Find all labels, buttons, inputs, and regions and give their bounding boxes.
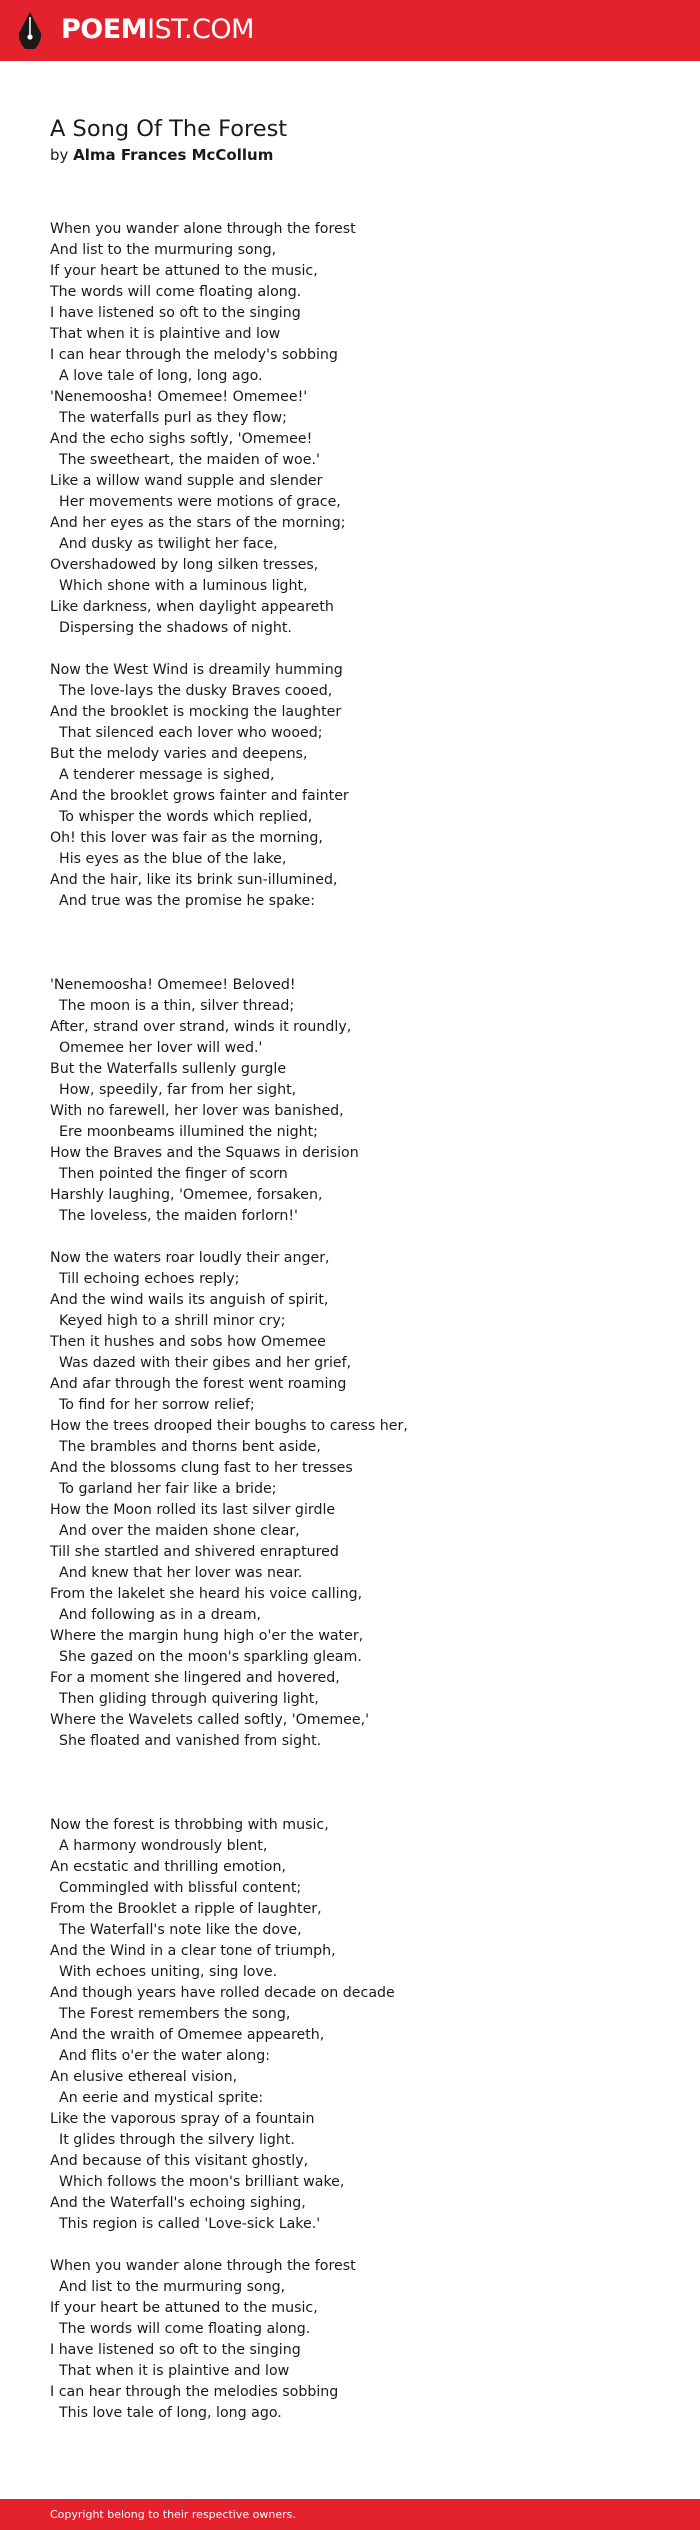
poem-line: Now the West Wind is dreamily humming	[50, 662, 343, 678]
poem-line: Omemee her lover will wed.'	[50, 1040, 263, 1056]
poem-heading	[50, 115, 670, 166]
poem-line: The brambles and thorns bent aside,	[50, 1439, 321, 1455]
poem-line: An elusive ethereal vision,	[50, 2069, 238, 2085]
poem-line: I have listened so oft to the singing	[50, 305, 301, 321]
poem-line: She floated and vanished from sight.	[50, 1733, 322, 1749]
poem-line	[50, 1752, 670, 1773]
poem-line: To find for her sorrow relief;	[50, 1397, 255, 1413]
poem-line: And dusky as twilight her face,	[50, 536, 278, 552]
poem-line: Till echoing echoes reply;	[50, 1271, 240, 1287]
poem-line: An ecstatic and thrilling emotion,	[50, 1859, 286, 1875]
poem-line: How the Braves and the Squaws in derision	[50, 1145, 359, 1161]
poem-line	[50, 912, 670, 933]
copyright-notice: Copyright belong to their respective owners.	[50, 2508, 296, 2521]
poem-line: And afar through the forest went roaming	[50, 1376, 347, 1392]
poem-line: And the wraith of Omemee appeareth,	[50, 2027, 325, 2043]
poem-line: A tenderer message is sighed,	[50, 767, 275, 783]
poem-line: The words will come floating along.	[50, 2321, 311, 2337]
poem-line: The love-lays the dusky Braves cooed,	[50, 683, 333, 699]
poem-line	[50, 1794, 670, 1815]
poem-line: That when it is plaintive and low	[50, 326, 281, 342]
poem-line: From the Brooklet a ripple of laughter,	[50, 1901, 322, 1917]
poem-byline	[50, 144, 670, 166]
poem-line: If your heart be attuned to the music,	[50, 2300, 318, 2316]
poem-line: And though years have rolled decade on decade	[50, 1985, 395, 2001]
poem-line: Harshly laughing, 'Omemee, forsaken,	[50, 1187, 323, 1203]
poem-line: With echoes uniting, sing love.	[50, 1964, 278, 1980]
poem-line: For a moment she lingered and hovered,	[50, 1670, 340, 1686]
poem-line	[50, 639, 670, 660]
poem-line: And the Waterfall's echoing sighing,	[50, 2195, 306, 2211]
poem-line: That silenced each lover who wooed;	[50, 725, 323, 741]
poem-body	[50, 219, 670, 2424]
poem-line: And over the maiden shone clear,	[50, 1523, 300, 1539]
poem-line: Dispersing the shadows of night.	[50, 620, 292, 636]
poem-line: And the Wind in a clear tone of triumph,	[50, 1943, 336, 1959]
poem-line	[50, 933, 670, 954]
poem-line: From the lakelet she heard his voice calling,	[50, 1586, 363, 1602]
poem-line: How the trees drooped their boughs to caress her,	[50, 1418, 408, 1434]
poem-line: Then gliding through quivering light,	[50, 1691, 319, 1707]
poem-line: And knew that her lover was near.	[50, 1565, 303, 1581]
poem-line: If your heart be attuned to the music,	[50, 263, 318, 279]
site-logo[interactable]	[61, 13, 254, 47]
poem-line: And the hair, like its brink sun-illumined,	[50, 872, 338, 888]
poem-line: And list to the murmuring song,	[50, 2279, 286, 2295]
poem-line: It glides through the silvery light.	[50, 2132, 295, 2148]
poem-line: Keyed high to a shrill minor cry;	[50, 1313, 286, 1329]
poem-line: Which shone with a luminous light,	[50, 578, 308, 594]
poem-line: And the blossoms clung fast to her tresses	[50, 1460, 353, 1476]
poem-line: When you wander alone through the forest	[50, 221, 356, 237]
poem-line: How the Moon rolled its last silver girdle	[50, 1502, 336, 1518]
poem-line: Which follows the moon's brilliant wake,	[50, 2174, 345, 2190]
poem-title: A Song Of The Forest	[50, 116, 288, 142]
poem-line: The waterfalls purl as they flow;	[50, 410, 287, 426]
poem-line: Now the forest is throbbing with music,	[50, 1817, 329, 1833]
poem-line: Then it hushes and sobs how Omemee	[50, 1334, 326, 1350]
poem-line: But the Waterfalls sullenly gurgle	[50, 1061, 287, 1077]
poem-line	[50, 2235, 670, 2256]
poem-line: And the brooklet is mocking the laughter	[50, 704, 342, 720]
poem-line: I have listened so oft to the singing	[50, 2342, 301, 2358]
poem-line: 'Nenemoosha! Omemee! Beloved!	[50, 977, 296, 993]
poem-line: I can hear through the melodies sobbing	[50, 2384, 339, 2400]
poem-line: A love tale of long, long ago.	[50, 368, 263, 384]
poem-line: Like darkness, when daylight appeareth	[50, 599, 334, 615]
poem-line: An eerie and mystical sprite:	[50, 2090, 264, 2106]
poem-line: To garland her fair like a bride;	[50, 1481, 277, 1497]
poem-line: The Waterfall's note like the dove,	[50, 1922, 302, 1938]
logo-brand-thin: IST.COM	[147, 14, 254, 45]
poem-line: And because of this visitant ghostly,	[50, 2153, 309, 2169]
poem-line: I can hear through the melody's sobbing	[50, 347, 338, 363]
poem-line: Commingled with blissful content;	[50, 1880, 302, 1896]
poem-line: How, speedily, far from her sight,	[50, 1082, 297, 1098]
logo-brand-bold: POEM	[61, 14, 148, 45]
poem-line: Then pointed the finger of scorn	[50, 1166, 288, 1182]
poem-line: Like the vaporous spray of a fountain	[50, 2111, 315, 2127]
poem-line: The loveless, the maiden forlorn!'	[50, 1208, 298, 1224]
poem-line: Oh! this lover was fair as the morning,	[50, 830, 323, 846]
site-footer	[0, 2499, 700, 2530]
poem-line: Her movements were motions of grace,	[50, 494, 341, 510]
poem-line: To whisper the words which replied,	[50, 809, 313, 825]
poem-line: Till she startled and shivered enraptured	[50, 1544, 339, 1560]
poem-line: And her eyes as the stars of the morning;	[50, 515, 346, 531]
poem-line: When you wander alone through the forest	[50, 2258, 356, 2274]
poem-line: Was dazed with their gibes and her grief,	[50, 1355, 352, 1371]
poem-line	[50, 1227, 670, 1248]
poem-line: The Forest remembers the song,	[50, 2006, 291, 2022]
poem-line: The moon is a thin, silver thread;	[50, 998, 295, 1014]
poem-line: And the echo sighs softly, 'Omemee!	[50, 431, 313, 447]
poem-line: But the melody varies and deepens,	[50, 746, 308, 762]
poem-line: This love tale of long, long ago.	[50, 2405, 282, 2421]
poem-line: The sweetheart, the maiden of woe.'	[50, 452, 320, 468]
site-header	[0, 0, 700, 61]
poem-line: And true was the promise he spake:	[50, 893, 315, 909]
poem-line: His eyes as the blue of the lake,	[50, 851, 287, 867]
poem-line: This region is called 'Love-sick Lake.'	[50, 2216, 321, 2232]
poem-line	[50, 954, 670, 975]
poem-line: Where the Wavelets called softly, 'Omemee,'	[50, 1712, 370, 1728]
poem-line: Now the waters roar loudly their anger,	[50, 1250, 330, 1266]
pen-nib-icon[interactable]	[17, 11, 43, 51]
poem-line: The words will come floating along.	[50, 284, 302, 300]
poem-line	[50, 1773, 670, 1794]
poem-line: Ere moonbeams illumined the night;	[50, 1124, 318, 1140]
poem-line: And list to the murmuring song,	[50, 242, 277, 258]
poem-line: With no farewell, her lover was banished,	[50, 1103, 344, 1119]
poem-line: And the wind wails its anguish of spirit,	[50, 1292, 329, 1308]
poem-line: She gazed on the moon's sparkling gleam.	[50, 1649, 362, 1665]
poem-line: And flits o'er the water along:	[50, 2048, 271, 2064]
poem-line: Overshadowed by long silken tresses,	[50, 557, 319, 573]
poem-line: A harmony wondrously blent,	[50, 1838, 268, 1854]
poem-line: Like a willow wand supple and slender	[50, 473, 323, 489]
poem-line: And the brooklet grows fainter and fainter	[50, 788, 349, 804]
poem-line: That when it is plaintive and low	[50, 2363, 290, 2379]
poem-line: After, strand over strand, winds it roundly,	[50, 1019, 352, 1035]
poem-line: Where the margin hung high o'er the water,	[50, 1628, 364, 1644]
byline-prefix: by	[50, 146, 74, 164]
author-link[interactable]: Alma Frances McCollum	[73, 146, 274, 164]
poem-line: And following as in a dream,	[50, 1607, 262, 1623]
poem-line: 'Nenemoosha! Omemee! Omemee!'	[50, 389, 308, 405]
